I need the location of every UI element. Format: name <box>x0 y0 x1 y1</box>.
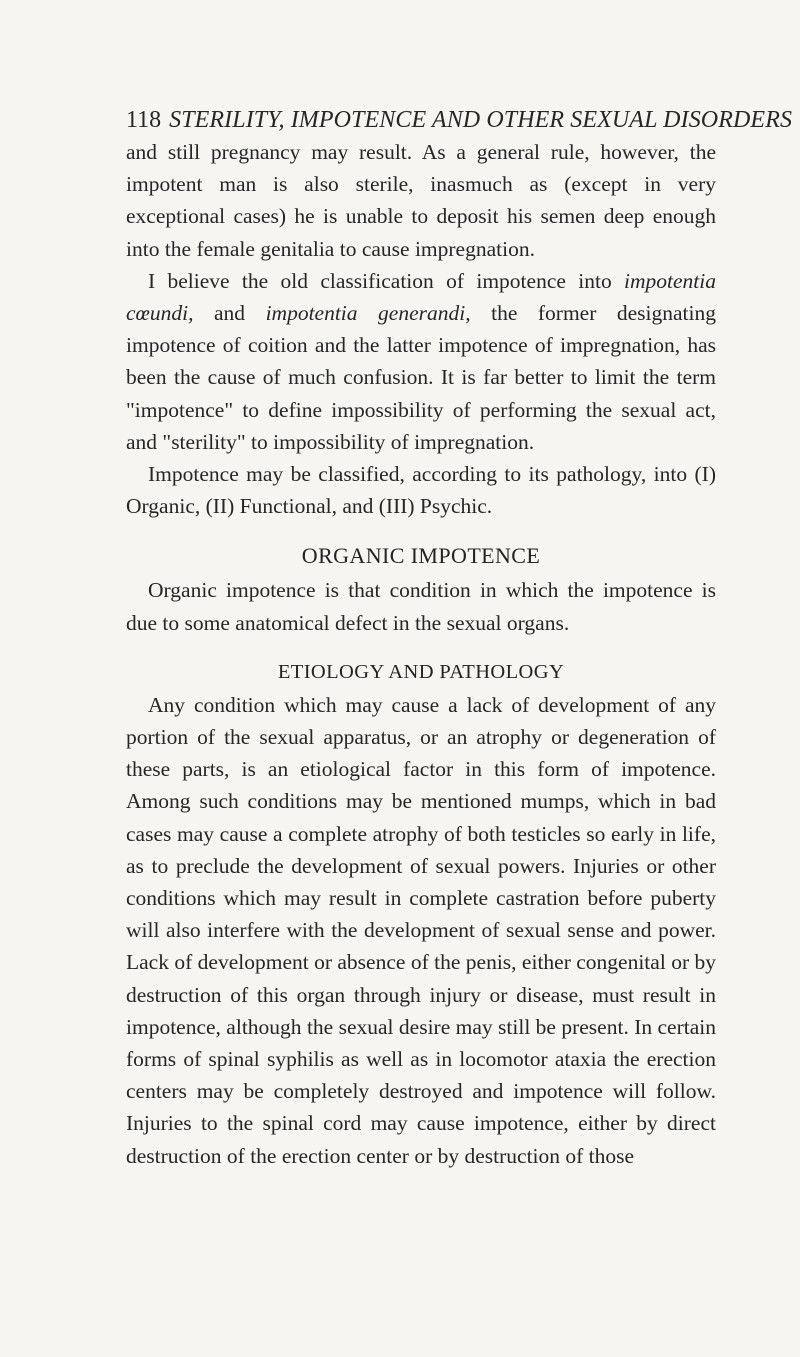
paragraph-pathology-classification: Impotence may be classified, according to its pathology, into (I) Organic, (II) Functional, and (III) Psychic. <box>126 462 716 519</box>
subsection-heading: ETIOLOGY AND PATHOLOGY <box>277 660 565 683</box>
paragraph-organic-definition: Organic impotence is that condition in which the impotence is due to some anatomical defect in the sexual organs. <box>126 578 716 635</box>
paragraph-text-before-term: I believe the old classification of impotence into <box>148 268 625 293</box>
latin-term-generandi: impotentia generandi, <box>265 301 471 326</box>
section-heading: ORGANIC IMPOTENCE <box>301 543 541 569</box>
paragraph-etiology: Any condition which may cause a lack of development of any portion of the sexual apparatus, or an atrophy or degeneration of these parts, is an etiological factor in this form of impotence. Among such conditions may be mentioned mumps, which in bad cases may cause a complete atrophy of both testicles so early in life, as to preclude the development of sexual powers. Injuries or other conditions which may result in complete castration before puberty will also interfere with the development of sexual sense and power. Lack of development or absence of the penis, either congenital or by destruction of this organ through injury or disease, must result in impotence, although the sexual desire may still be present. In certain forms of spinal syphilis as well as in locomotor ataxia the erection centers may be completely destroyed and impotence will follow. Injuries to the spinal cord may cause impotence, either by direct destruction of the erection center or by destruction of those <box>126 692 716 1168</box>
running-title: STERILITY, IMPOTENCE AND OTHER SEXUAL DISORDERS <box>169 107 793 133</box>
page-text <box>126 136 716 1172</box>
paragraph-classification <box>126 265 716 458</box>
running-header <box>126 103 793 137</box>
latin-term-coeundi: impotentia cœundi, <box>126 268 716 326</box>
paragraph-continuation: and still pregnancy may result. As a general rule, however, the impotent man is also sterile, inasmuch as (except in very exceptional cases) he is unable to deposit his semen deep enough into the female genitalia to cause impregnation. <box>126 140 716 261</box>
paragraph-text-between-terms: and <box>193 301 266 326</box>
page-number: 118 <box>126 107 162 133</box>
paragraph-text-after-terms: the former designating impotence of coition and the latter impotence of impregnation, has been the cause of much confusion. It is far better to limit the term "impotence" to define impossibility of performing the sexual act, and "sterility" to impossibility of impregnation. <box>126 301 717 454</box>
